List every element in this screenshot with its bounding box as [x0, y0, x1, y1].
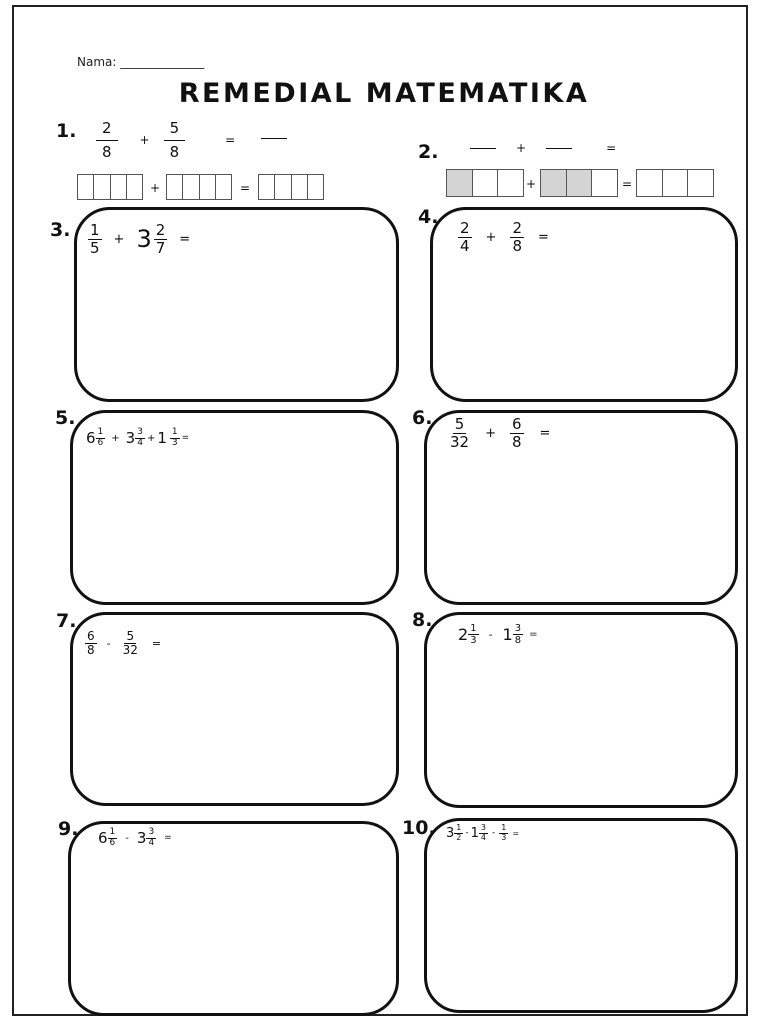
problem-9-expression: 6 $\frac{1}{6}$ - 3 $\frac{3}{4}$ =: [98, 827, 172, 848]
problem-10-number: 10.: [402, 817, 436, 839]
fraction-model-answer[interactable]: [258, 174, 324, 200]
problem-5-expression: 6 $\frac{1}{6}$ + 3 $\frac{3}{4}$ + 1 $\frac{1}{3}$ =: [86, 427, 190, 448]
problem-8-number: 8.: [412, 609, 433, 631]
problem-4-number: 4.: [418, 206, 439, 228]
model-equals-sign: =: [240, 181, 251, 195]
problem-1-number: 1.: [56, 120, 77, 142]
problem-1-expression: $\frac{2}{8}$ + $\frac{5}{8}$ =: [96, 120, 287, 160]
model-equals-sign: =: [622, 177, 633, 191]
problem-6-expression: $\frac{5}{32}$ + $\frac{6}{8}$ =: [450, 415, 551, 451]
fraction-model-b: [540, 169, 618, 197]
name-field-label[interactable]: Nama: ______________: [77, 55, 205, 69]
model-plus-sign: +: [150, 181, 161, 195]
problem-5-number: 5.: [55, 407, 76, 429]
problem-7-expression: $\frac{6}{8}$ - $\frac{5}{32}$ =: [87, 629, 162, 658]
model-plus-sign: +: [526, 177, 537, 191]
problem-2-number: 2.: [418, 141, 439, 163]
problem-3-expression: $\frac{1}{5}$ + 3 $\frac{2}{7}$ =: [90, 221, 191, 257]
answer-blank[interactable]: [546, 148, 572, 149]
problem-4-expression: $\frac{2}{4}$ + $\frac{2}{8}$ =: [460, 219, 549, 255]
page-title: REMEDIAL MATEMATIKA: [178, 78, 590, 109]
problem-7-number: 7.: [56, 610, 77, 632]
fraction-model-a: [446, 169, 524, 197]
problem-2-expression: + =: [470, 141, 636, 155]
answer-blank[interactable]: [470, 148, 496, 149]
fraction-model-a: [77, 174, 143, 200]
problem-3-number: 3.: [50, 219, 71, 241]
fraction: $\frac{5}{8}$: [164, 120, 186, 160]
fraction-model-b: [166, 174, 232, 200]
fraction: $\frac{2}{8}$: [96, 120, 118, 160]
problem-8-expression: 2 $\frac{1}{3}$ - 1 $\frac{3}{8}$ =: [458, 623, 538, 646]
fraction-model-answer[interactable]: [636, 169, 714, 197]
answer-box-9[interactable]: [68, 821, 399, 1016]
problem-10-expression: 3 $\frac{1}{2}$ - 1 $\frac{3}{4}$ - $\frac{1}{3}$ =: [446, 823, 520, 842]
problem-6-number: 6.: [412, 407, 433, 429]
answer-blank[interactable]: [261, 138, 287, 139]
answer-box-10[interactable]: [424, 818, 738, 1013]
problem-9-number: 9.: [58, 818, 79, 840]
